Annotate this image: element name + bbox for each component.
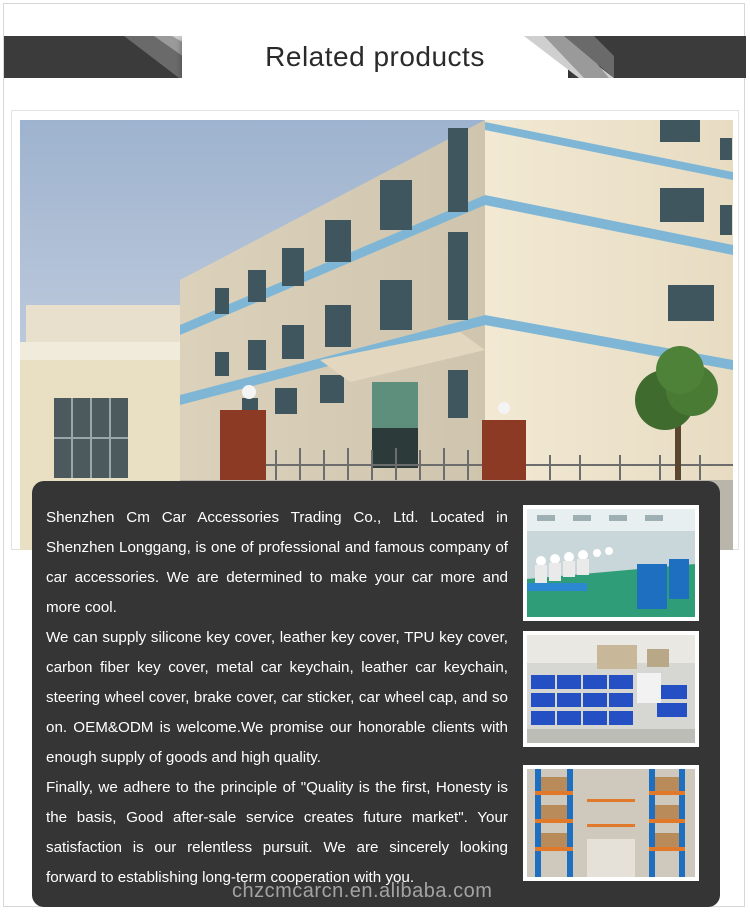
- intro-paragraph: We can supply silicone key cover, leather key cover, TPU key cover, carbon fiber key cover, metal car keychain, leather car keychain, steering wheel cover, brake cover, car sticker, car wheel cap, and so on. OEM&ODM is welcome.We promise our honorable clients with enough supply of goods and high quality.: [46, 629, 508, 766]
- storage-bins-photo-icon: [527, 635, 695, 743]
- company-intro-text: [46, 503, 508, 893]
- section-title: Related products: [265, 41, 485, 72]
- intro-paragraph: Finally, we adhere to the principle of "Quality is the first, Honesty is the basis, Good after-sale service creates future market". Your satisfaction is our relentless pursuit. We are sincerely looking forward to establishing long-term cooperation with you.: [46, 779, 508, 886]
- workshop-thumbnail: [523, 505, 699, 621]
- workshop-photo-icon: [527, 509, 695, 617]
- watermark-text: chzcmcarcn.en.alibaba.com: [232, 880, 493, 902]
- warehouse-thumbnail: [523, 765, 699, 881]
- company-intro-panel: [32, 481, 720, 907]
- warehouse-racks-photo-icon: [527, 769, 695, 877]
- intro-paragraph: Shenzhen Cm Car Accessories Trading Co., Ltd. Located in Shenzhen Longgang, is one of professional and famous company of car accessories. We are determined to make your car more and more cool.: [46, 509, 508, 616]
- section-header-banner: [4, 36, 746, 78]
- storage-thumbnail: [523, 631, 699, 747]
